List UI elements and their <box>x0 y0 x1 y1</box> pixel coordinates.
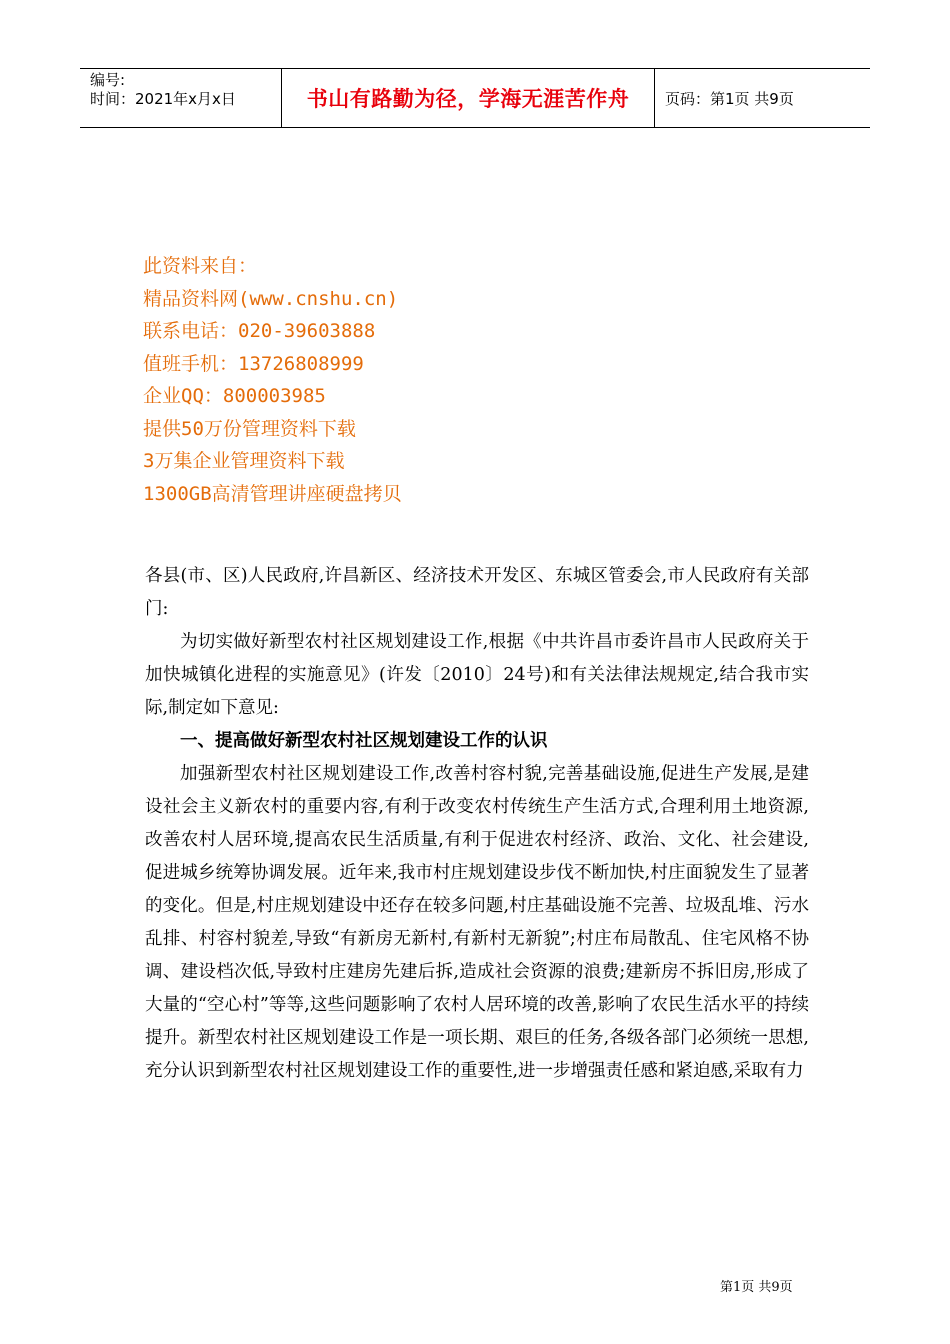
ad-line: 3万集企业管理资料下载 <box>143 450 345 472</box>
document-time: 时间：2021年x月x日 <box>90 90 236 108</box>
source-ad-block <box>143 250 402 510</box>
salutation: 各县(市、区)人民政府,许昌新区、经济技术开发区、东城区管委会,市人民政府有关部门: <box>145 566 809 619</box>
document-number-label: 编号: <box>90 71 126 89</box>
ad-line: 1300GB高清管理讲座硬盘拷贝 <box>143 482 402 505</box>
intro-paragraph: 为切实做好新型农村社区规划建设工作,根据《中共许昌市委许昌市人民政府关于加快城镇化进程的实施意见》(许发〔2010〕24号)和有关法律法规规定,结合我市实际,制定如下意见: <box>145 632 809 718</box>
header-motto: 书山有路勤为径，学海无涯苦作舟 <box>282 69 655 127</box>
page-header <box>80 68 870 128</box>
ad-line: 提供50万份管理资料下载 <box>143 417 356 440</box>
ad-line: 联系电话：020-39603888 <box>143 320 376 342</box>
ad-line: 精品资料网(www.cnshu.cn) <box>143 287 399 310</box>
ad-line: 企业QQ：800003985 <box>143 385 326 407</box>
body-paragraph: 加强新型农村社区规划建设工作,改善村容村貌,完善基础设施,促进生产发展,是建设社会主义新农村的重要内容,有利于改变农村传统生产生活方式,合理利用土地资源,改善农村人居环境,提高农民生活质量,有利于促进农村经济、政治、文化、社会建设,促进城乡统筹协调发展。近年来,我市村庄规划建设步伐不断加快,村庄面貌发生了显著的变化。但是,村庄规划建设中还存在较多问题,村庄基础设施不完善、垃圾乱堆、污水乱排、村容村貌差,导致“有新房无新村,有新村无新貌”;村庄布局散乱、住宅风格不协调、建设档次低,导致村庄建房先建后拆,造成社会资源的浪费;建新房不拆旧房,形成了大量的“空心村”等等,这些问题影响了农村人居环境的改善,影响了农民生活水平的持续提升。新型农村社区规划建设工作是一项长期、艰巨的任务,各级各部门必须统一思想,充分认识到新型农村社区规划建设工作的重要性,进一步增强责任感和紧迫感,采取有力 <box>145 764 809 1081</box>
page-footer: 第1页 共9页 <box>720 1280 793 1295</box>
section-heading: 一、提高做好新型农村社区规划建设工作的认识 <box>180 731 548 751</box>
header-meta <box>80 69 282 127</box>
ad-line: 此资料来自： <box>143 255 258 277</box>
header-page-info: 页码：第1页 共9页 <box>665 89 794 108</box>
ad-line: 值班手机：13726808999 <box>143 352 364 375</box>
document-body <box>145 560 809 1088</box>
